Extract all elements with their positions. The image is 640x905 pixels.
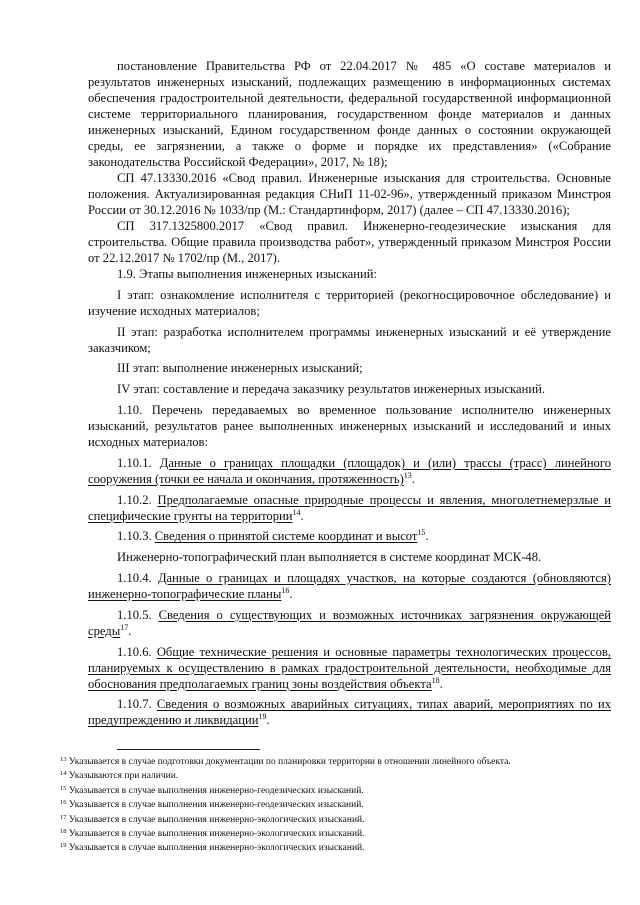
footnote-ref: 14 — [292, 507, 301, 517]
footnote-text: Указывается в случае подготовки документации по планировки территории в отношении линейного объекта. — [68, 757, 511, 767]
item-1-10-2 — [88, 492, 611, 524]
item-text: Общие технические решения и основные параметры технологических процессов, планируемых к осуществлению в рамках градостроительной деятельности, необходимые для обоснования предполагаемых границ зоны воздействия объекта — [88, 644, 611, 691]
footnote-ref: 17 — [120, 622, 129, 632]
footnote-number: 15 — [60, 784, 67, 792]
item-number: 1.10.2. — [117, 492, 158, 507]
item-1-10-5 — [88, 607, 611, 639]
item-end: . — [300, 508, 304, 523]
footnote-17 — [60, 813, 620, 827]
paragraph-decree-485: постановление Правительства РФ от 22.04.2017 № 485 «О составе материалов и результатов инженерных изысканий, подлежащих размещению в информационных системах обеспечения градостроительной деятельности, федеральной государственной информационной системе территориального планирования, государственном фонде материалов и данных инженерных изысканий, Едином государственном фонде данных о состоянии окружающей среды, ее загрязнении, а также о форме и порядке их представления» («Собрание законодательства Российской Федерации», 2017, № 18); — [88, 59, 611, 169]
item-end: . — [266, 713, 270, 728]
footnote-ref: 15 — [417, 528, 426, 538]
footnote-text: Указывается в случае выполнения инженерно-геодезических изысканий. — [68, 785, 364, 796]
item-text: Данные о границах площадки (площадок) и (или) трассы (трасс) линейного сооружения (точки ее начала и окончания, протяженность) — [88, 455, 612, 486]
item-1-10-4 — [88, 570, 611, 602]
item-end: . — [439, 676, 443, 691]
footnote-number: 16 — [60, 799, 67, 807]
footnote-number: 17 — [60, 813, 67, 821]
footnote-ref: 18 — [431, 675, 440, 685]
footnote-text: Указывается в случае выполнения инженерно-экологических изысканий. — [68, 843, 365, 854]
footnote-19 — [60, 841, 620, 855]
item-text: Предполагаемые опасные природные процессы и явления, многолетнемерзлые и специфические грунты на территории — [88, 492, 611, 523]
item-number: 1.10.1. — [117, 455, 160, 470]
footnote-ref: 13 — [403, 470, 412, 480]
footnote-13 — [60, 755, 620, 769]
footnote-separator — [117, 749, 260, 750]
footnote-15 — [60, 784, 620, 798]
item-1-10-6 — [88, 644, 611, 692]
item-text: Сведения о возможных аварийных ситуациях, типах аварий, мероприятиях по их предупреждению и ликвидации — [88, 697, 611, 728]
footnote-ref: 16 — [281, 585, 290, 595]
paragraph-sp-47: СП 47.13330.2016 «Свод правил. Инженерные изыскания для строительства. Основные положения. Актуализированная редакция СНиП 11-02-96», утвержденный приказом Минстроя России от 30.12.2016 № 1033/пр (М.: Стандартинформ, 2017) (далее – СП 47.13330.2016); — [88, 171, 611, 217]
footnote-ref: 19 — [258, 712, 267, 722]
footnote-16 — [60, 798, 620, 812]
footnote-text: Указываются при наличии. — [68, 771, 179, 782]
item-text: Сведения о существующих и возможных источниках загрязнения окружающей среды — [88, 607, 611, 638]
item-1-10-7 — [88, 696, 611, 728]
item-end: . — [411, 471, 415, 486]
item-end: . — [425, 529, 429, 544]
item-end: . — [289, 586, 293, 601]
stage-1: I этап: ознакомление исполнителя с территорией (рекогносцировочное обследование) и изучение исходных материалов; — [88, 287, 611, 318]
section-1-10-heading: 1.10. Перечень передаваемых во временное пользование исполнителю инженерных изысканий, результатов ранее выполненных инженерных изысканий и исследований и иных исходных материалов: — [88, 402, 611, 449]
footnote-number: 14 — [60, 770, 67, 778]
item-number: 1.10.3. — [117, 529, 155, 544]
stage-4: IV этап: составление и передача заказчику результатов инженерных изысканий. — [117, 382, 545, 397]
paragraph-msk48: Инженерно-топографический план выполняется в системе координат МСК-48. — [117, 550, 542, 565]
section-1-9-heading: 1.9. Этапы выполнения инженерных изысканий: — [117, 267, 377, 281]
item-number: 1.10.5. — [117, 607, 159, 622]
footnote-number: 19 — [60, 842, 67, 850]
footnote-text: Указывается в случае выполнения инженерно-экологических изысканий. — [68, 829, 365, 840]
stage-2: II этап: разработка исполнителем программы инженерных изысканий и её утверждение заказчиком; — [88, 324, 611, 355]
footnote-number: 13 — [60, 756, 67, 763]
footnotes — [60, 755, 620, 856]
footnote-text: Указывается в случае выполнения инженерно-экологических изысканий. — [68, 814, 365, 825]
item-number: 1.10.6. — [117, 644, 157, 659]
item-end: . — [128, 623, 132, 638]
item-text: Данные о границах и площадях участков, на которые создаются (обновляются) инженерно-топографические планы — [88, 570, 612, 601]
paragraph-sp-317: СП 317.1325800.2017 «Свод правил. Инженерно-геодезические изыскания для строительства. Общие правила производства работ», утвержденный приказом Минстроя России от 22.12.2017 № 1702/пр (М., 2017). — [88, 219, 611, 265]
footnote-18 — [60, 827, 620, 841]
item-1-10-3 — [88, 528, 611, 544]
footnote-14 — [60, 769, 620, 783]
item-number: 1.10.4. — [117, 570, 158, 585]
item-number: 1.10.7. — [117, 697, 157, 712]
document-body — [88, 58, 611, 728]
item-text: Сведения о принятой системе координат и высот — [154, 529, 418, 544]
item-1-10-1 — [88, 455, 611, 487]
stage-3: III этап: выполнение инженерных изысканий; — [117, 361, 363, 376]
footnote-number: 18 — [60, 828, 67, 836]
footnote-text: Указывается в случае выполнения инженерно-геодезических изысканий. — [68, 800, 364, 811]
